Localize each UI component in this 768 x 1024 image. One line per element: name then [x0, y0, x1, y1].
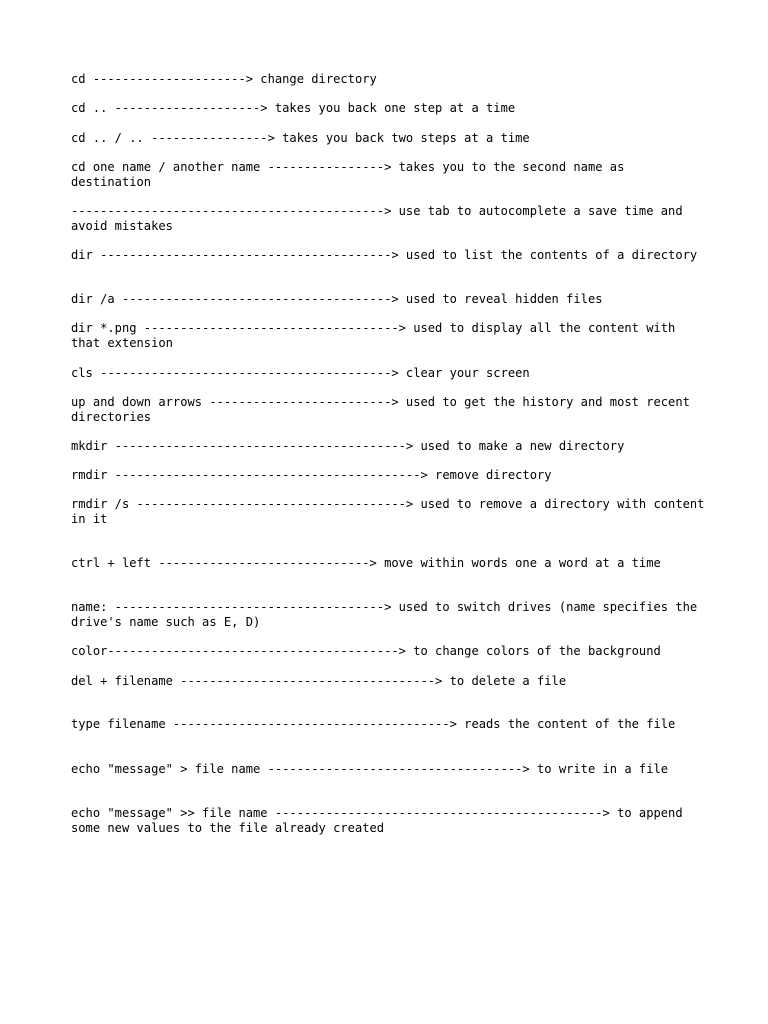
note-line-cd-destination: cd one name / another name ----------------> takes you to the second name as destination — [71, 160, 632, 189]
note-line-tab-autocomplete: -------------------------------------------> use tab to autocomplete a save time and avoid mistakes — [71, 204, 690, 233]
note-line-dir-extension: dir *.png -----------------------------------> used to display all the content with that extension — [71, 321, 683, 350]
note-line-cls: cls ----------------------------------------> clear your screen — [71, 366, 530, 380]
note-line-switch-drives: name: -------------------------------------> used to switch drives (name specifies the drive's name such as E, D) — [71, 600, 705, 629]
note-line-color: color----------------------------------------> to change colors of the background — [71, 644, 661, 658]
note-line-rmdir: rmdir ------------------------------------------> remove directory — [71, 468, 552, 482]
note-line-cd-back-one: cd .. --------------------> takes you back one step at a time — [71, 101, 516, 115]
note-line-type: type filename --------------------------------------> reads the content of the file — [71, 717, 676, 731]
note-line-cd: cd ---------------------> change directory — [71, 72, 377, 86]
note-line-arrows-history: up and down arrows -------------------------> used to get the history and most recent directories — [71, 395, 698, 424]
note-line-del: del + filename -----------------------------------> to delete a file — [71, 674, 567, 688]
note-line-dir: dir ----------------------------------------> used to list the contents of a directory — [71, 248, 698, 262]
note-line-ctrl-left: ctrl + left -----------------------------> move within words one a word at a time — [71, 556, 661, 570]
note-line-rmdir-s: rmdir /s -------------------------------------> used to remove a directory with content in it — [71, 497, 712, 526]
note-line-echo-write: echo "message" > file name -----------------------------------> to write in a file — [71, 762, 669, 776]
note-line-mkdir: mkdir ----------------------------------------> used to make a new directory — [71, 439, 625, 453]
note-line-cd-back-two: cd .. / .. ----------------> takes you back two steps at a time — [71, 131, 530, 145]
note-line-echo-append: echo "message" >> file name ---------------------------------------------> to append some new values to the file already created — [71, 806, 690, 835]
note-line-dir-hidden: dir /a -------------------------------------> used to reveal hidden files — [71, 292, 603, 306]
